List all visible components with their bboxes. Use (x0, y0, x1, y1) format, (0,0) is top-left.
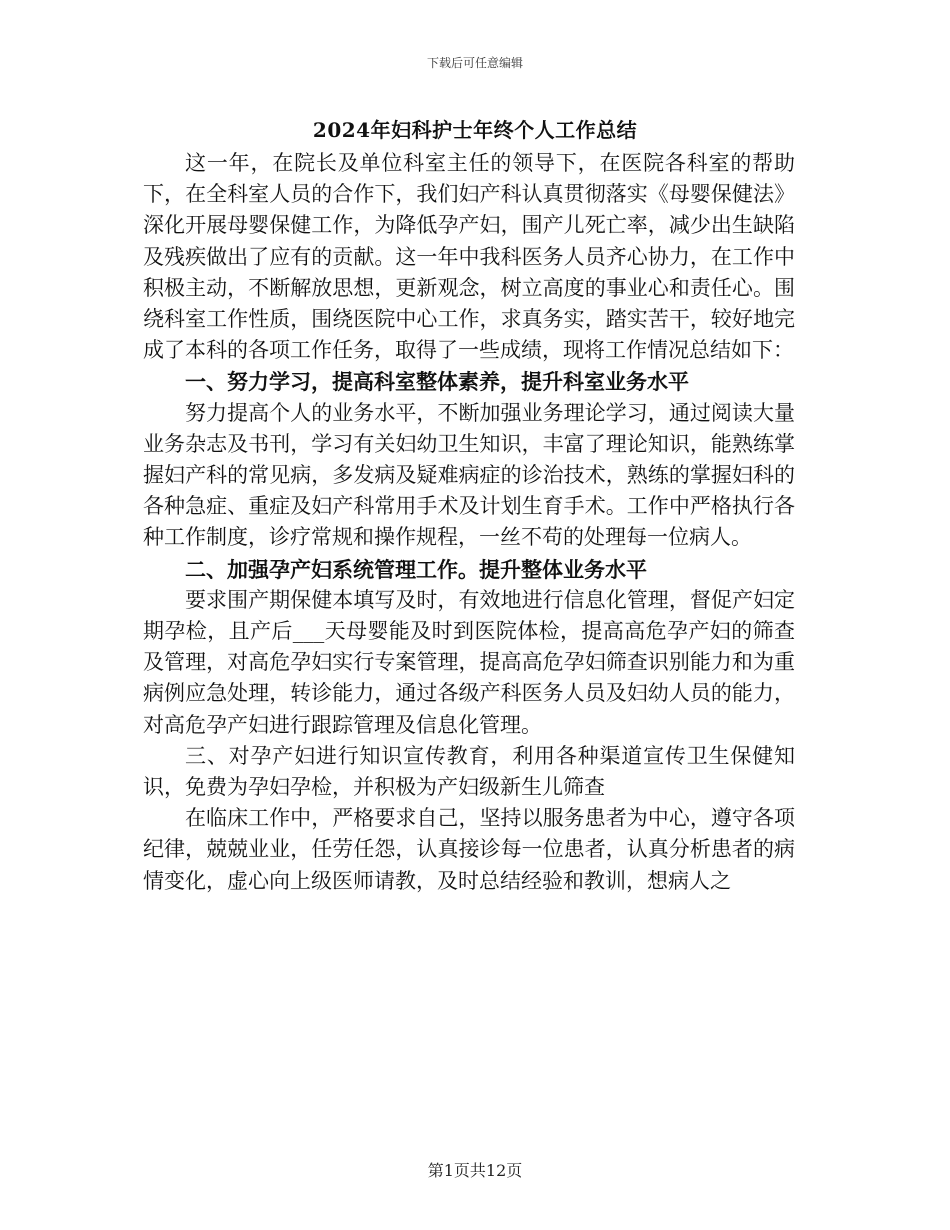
page-header-note: 下载后可任意编辑 (426, 56, 523, 70)
section-heading-2: 二、加强孕产妇系统管理工作。提升整体业务水平 (185, 556, 647, 582)
section-1-paragraph: 努力提高个人的业务水平，不断加强业务理论学习，通过阅读大量业务杂志及书刊，学习有关妇幼卫生知识，丰富了理论知识，能熟练掌握妇产科的常见病，多发病及疑难病症的诊治技术，熟练的掌握妇科的各种急症、重症及妇产科常用手术及计划生育手术。工作中严格执行各种工作制度，诊疗常规和操作规程，一丝不苟的处理每一位病人。 (143, 400, 795, 550)
document-title: 2024年妇科护士年终个人工作总结 (312, 118, 638, 142)
section-4-paragraph: 在临床工作中，严格要求自己，坚持以服务患者为中心，遵守各项纪律，兢兢业业，任劳任怨，认真接诊每一位患者，认真分析患者的病情变化，虚心向上级医师请教，及时总结经验和教训，想病人之 (143, 806, 795, 893)
section-3-paragraph: 三、对孕产妇进行知识宣传教育，利用各种渠道宣传卫生保健知识，免费为孕妇孕检，并积极为产妇级新生儿筛查 (143, 743, 795, 800)
section-2-paragraph: 要求围产期保健本填写及时，有效地进行信息化管理，督促产妇定期孕检，且产后___天母婴能及时到医院体检，提高高危孕产妇的筛查及管理，对高危孕妇实行专案管理，提高高危孕妇筛查识别能力和为重病例应急处理，转诊能力，通过各级产科医务人员及妇幼人员的能力，对高危孕产妇进行跟踪管理及信息化管理。 (143, 587, 795, 737)
document-body (143, 148, 795, 897)
section-heading-1: 一、努力学习，提高科室整体素养，提升科室业务水平 (185, 369, 689, 395)
page-footer-number: 第1页共12页 (427, 1161, 523, 1180)
intro-paragraph: 这一年，在院长及单位科室主任的领导下，在医院各科室的帮助下，在全科室人员的合作下，我们妇产科认真贯彻落实《母婴保健法》深化开展母婴保健工作，为降低孕产妇，围产儿死亡率，减少出生缺陷及残疾做出了应有的贡献。这一年中我科医务人员齐心协力，在工作中积极主动，不断解放思想，更新观念，树立高度的事业心和责任心。围绕科室工作性质，围绕医院中心工作，求真务实，踏实苦干，较好地完成了本科的各项工作任务，取得了一些成绩，现将工作情况总结如下： (143, 151, 795, 363)
